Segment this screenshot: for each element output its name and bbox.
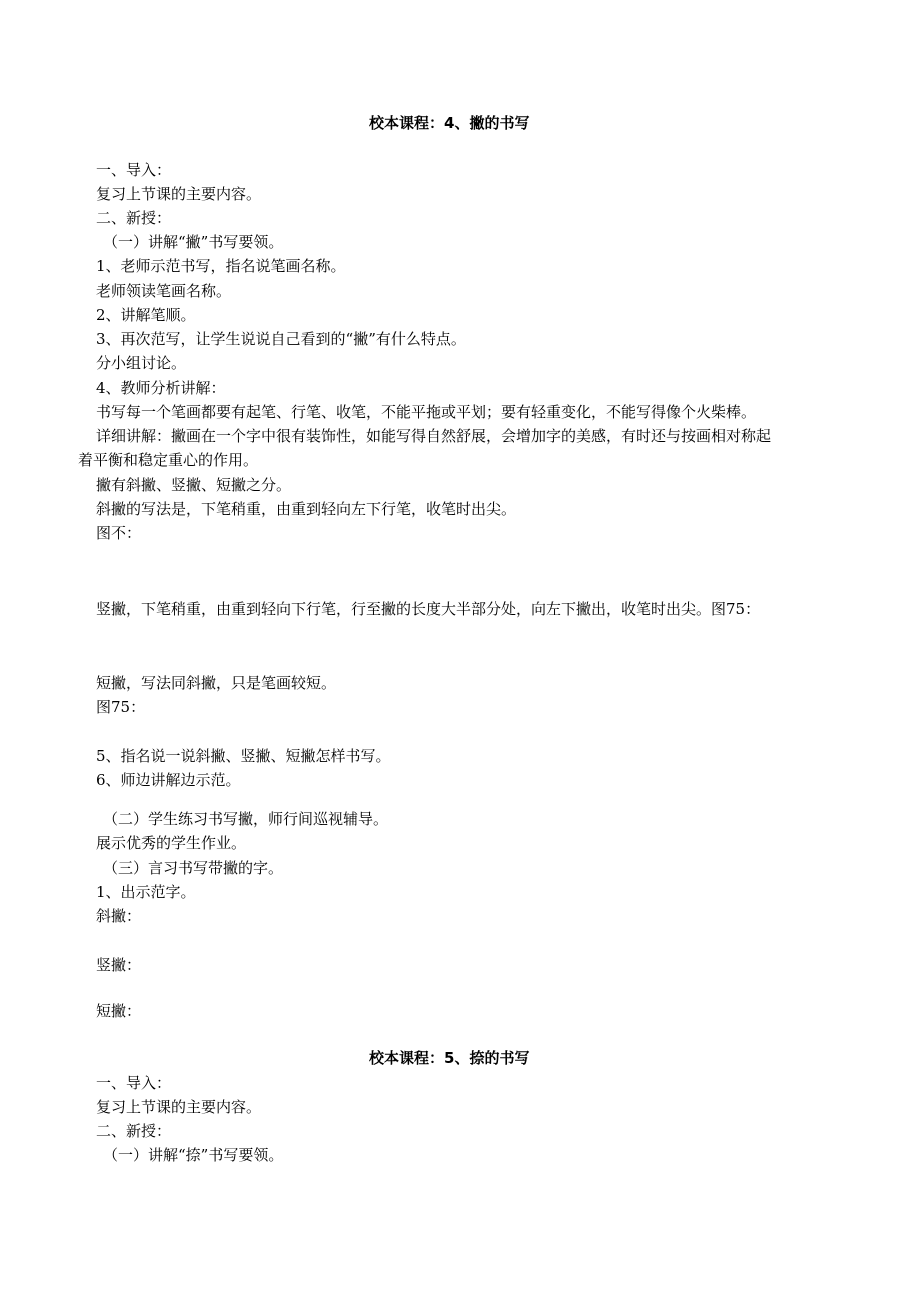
text-line: 图75： xyxy=(96,698,146,716)
text-line: 一、导入： xyxy=(96,161,172,179)
text-line: 2、讲解笔顺。 xyxy=(96,306,196,324)
lesson4-title: 校本课程：4、撇的书写 xyxy=(369,114,530,132)
text-line: （一）讲解“撇”书写要领。 xyxy=(103,233,284,251)
text-line: 老师领读笔画名称。 xyxy=(96,282,232,300)
text-line: 短撇，写法同斜撇，只是笔画较短。 xyxy=(96,674,337,692)
text-line: 撇有斜撇、竖撇、短撇之分。 xyxy=(96,476,292,494)
text-line: 一、导入： xyxy=(96,1074,172,1092)
text-line: 斜撇的写法是，下笔稍重，由重到轻向左下行笔，收笔时出尖。 xyxy=(96,500,517,518)
text-line: 竖撇，下笔稍重，由重到轻向下行笔，行至撇的长度大半部分处，向左下撇出，收笔时出尖。图75： xyxy=(96,600,761,618)
text-line: 3、再次范写，让学生说说自己看到的“撇”有什么特点。 xyxy=(96,330,466,348)
text-line: 展示优秀的学生作业。 xyxy=(96,834,247,852)
text-line: 短撇： xyxy=(96,1002,142,1020)
text-line: 4、教师分析讲解： xyxy=(96,379,226,397)
text-line: 分小组讨论。 xyxy=(96,354,187,372)
lesson5-title: 校本课程：5、捺的书写 xyxy=(369,1049,530,1067)
text-line: 1、老师示范书写，指名说笔画名称。 xyxy=(96,257,346,275)
text-line: （三）言习书写带撇的字。 xyxy=(103,859,284,877)
text-line: 5、指名说一说斜撇、竖撇、短撇怎样书写。 xyxy=(96,747,391,765)
text-line: 详细讲解：撇画在一个字中很有装饰性，如能写得自然舒展，会增加字的美感，有时还与按画相对称起 xyxy=(96,427,772,445)
text-line: 书写每一个笔画都要有起笔、行笔、收笔，不能平拖或平划；要有轻重变化，不能写得像个火柴棒。 xyxy=(96,403,757,421)
text-line: 复习上节课的主要内容。 xyxy=(96,1098,262,1116)
text-line: 复习上节课的主要内容。 xyxy=(96,185,262,203)
text-line: 斜撇： xyxy=(96,907,142,925)
text-line: 竖撇： xyxy=(96,956,142,974)
text-line: 1、出示范字。 xyxy=(96,883,196,901)
text-line: 着平衡和稳定重心的作用。 xyxy=(78,451,259,469)
text-line: 图不： xyxy=(96,524,142,542)
text-line: 二、新授： xyxy=(96,209,172,227)
text-line: （二）学生练习书写撇，师行间巡视辅导。 xyxy=(103,810,389,828)
text-line: （一）讲解“捺”书写要领。 xyxy=(103,1146,284,1164)
text-line: 二、新授： xyxy=(96,1122,172,1140)
text-line: 6、师边讲解边示范。 xyxy=(96,771,241,789)
